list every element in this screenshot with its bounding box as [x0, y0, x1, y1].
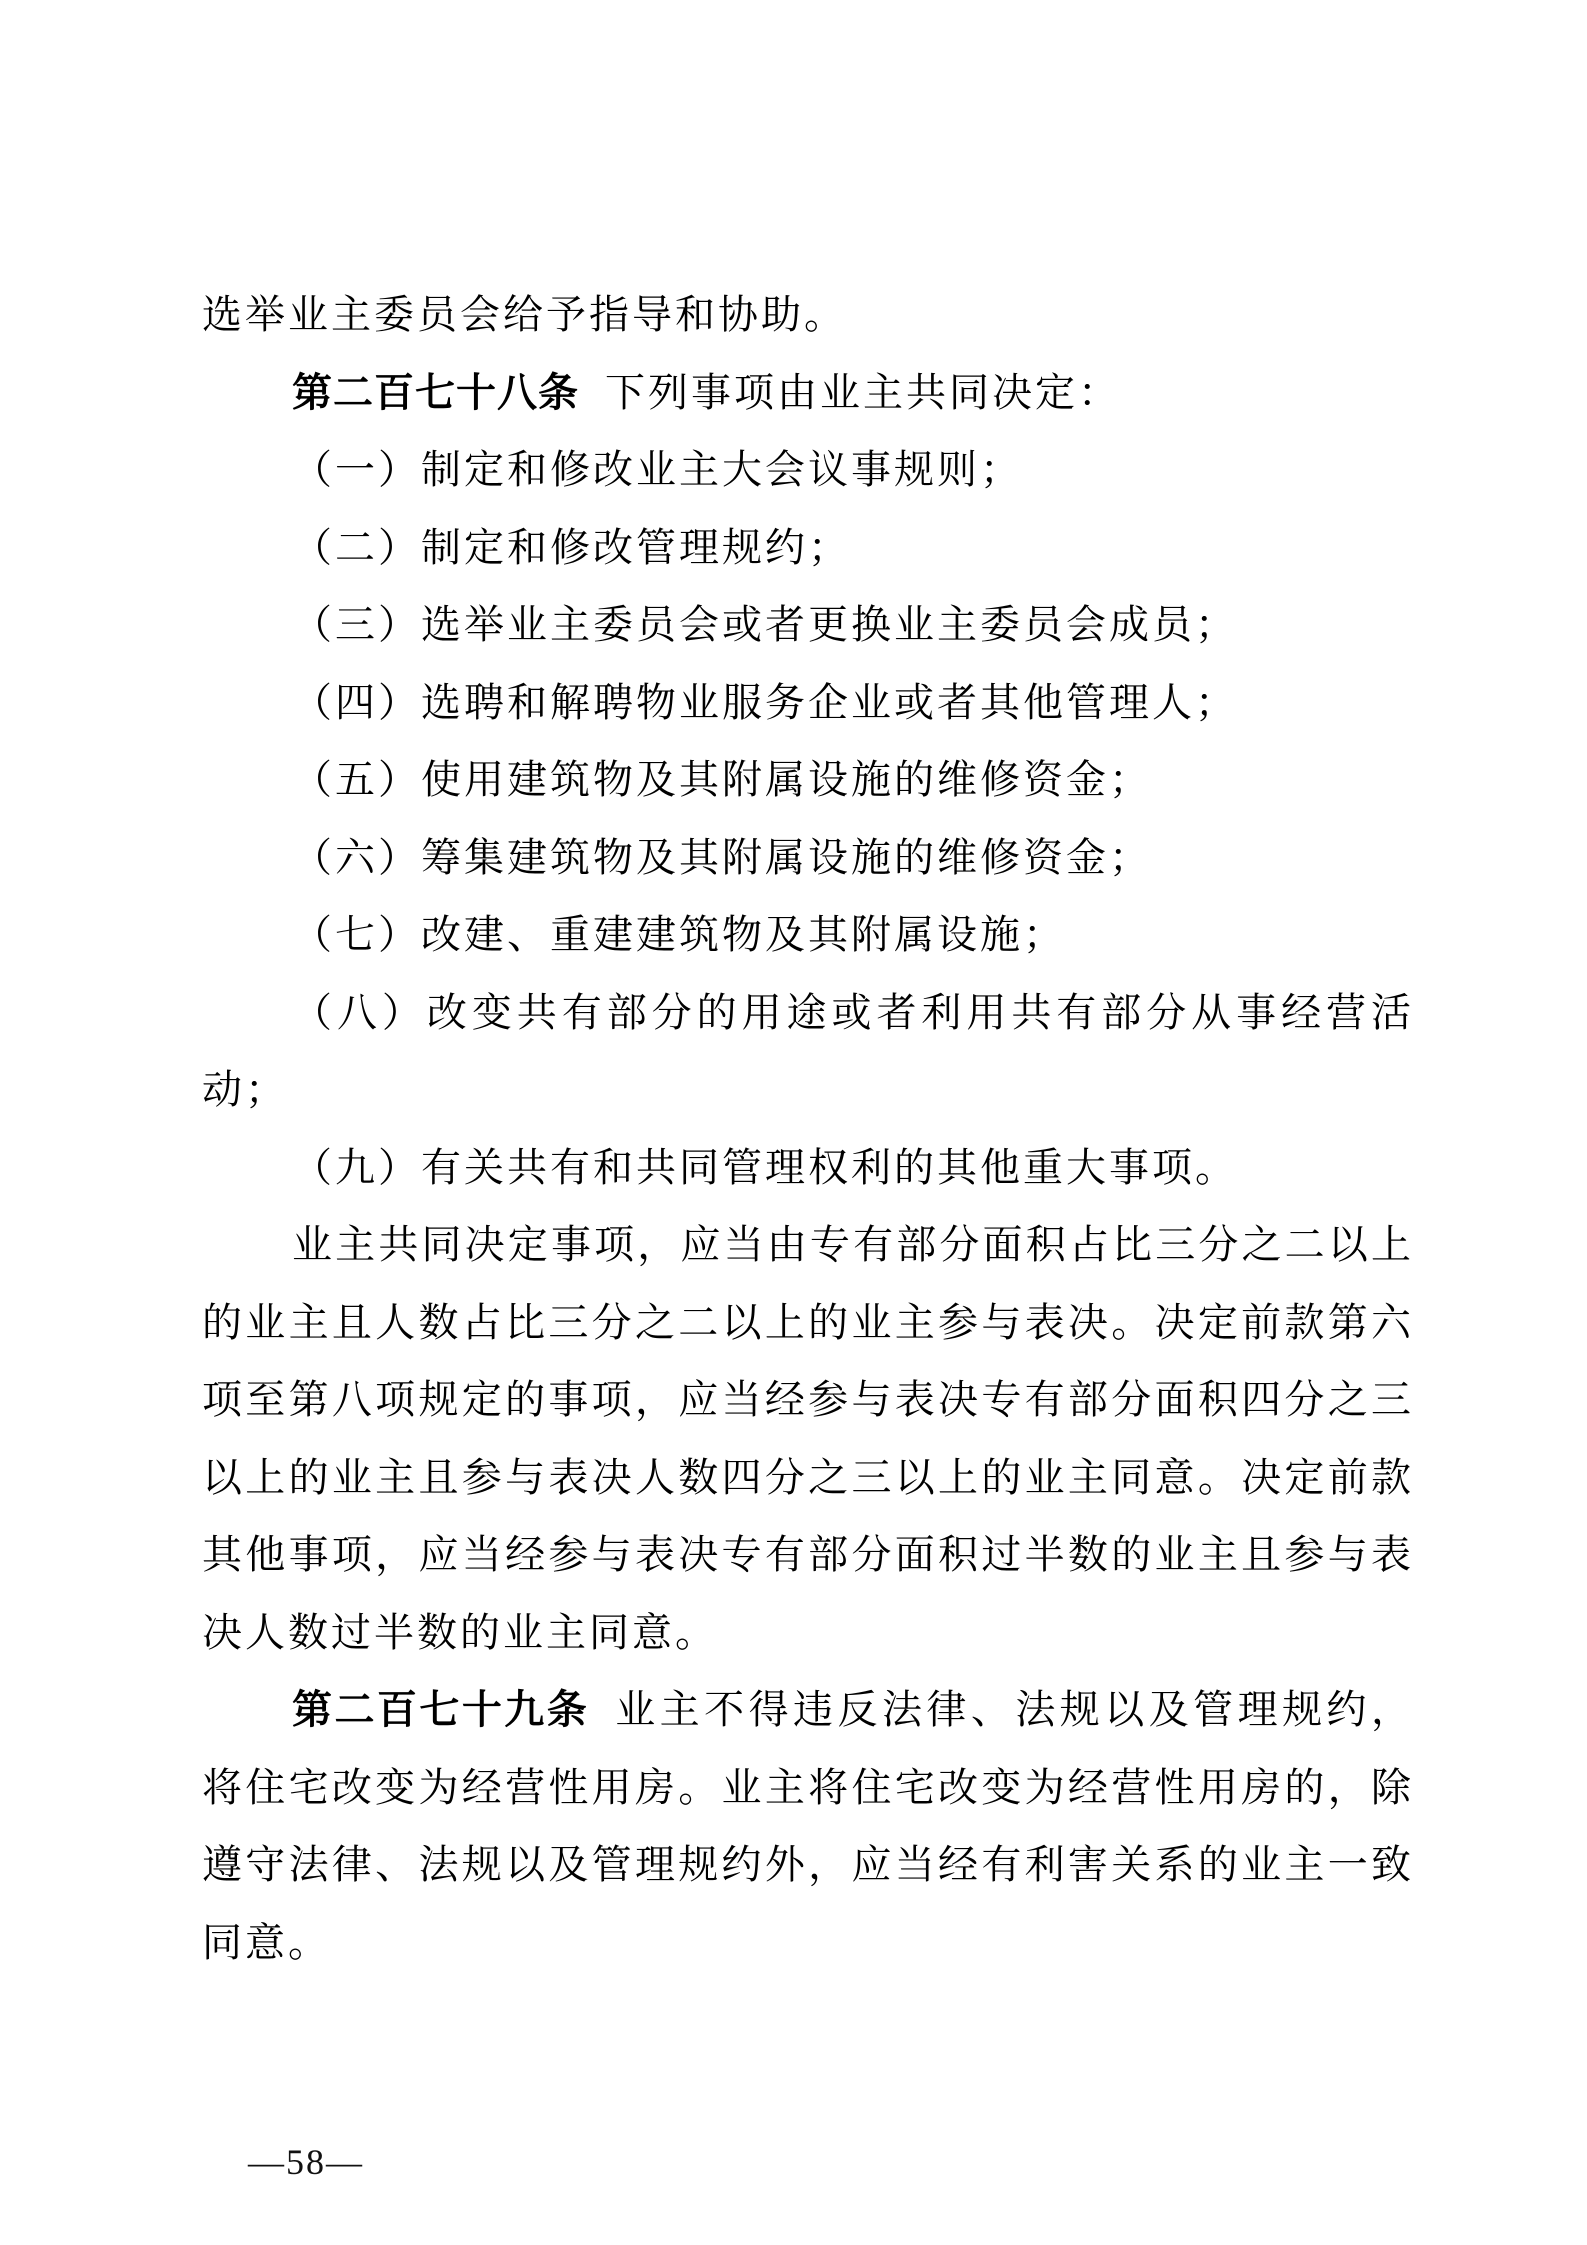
list-item-2: （二）制定和修改管理规约；: [292, 524, 851, 570]
voting-paragraph-line-2: 的业主且人数占比三分之二以上的业主参与表决。决定前款第六: [202, 1299, 1414, 1345]
article-279-line-3: 遵守法律、法规以及管理规约外，应当经有利害关系的业主一致: [202, 1842, 1414, 1887]
article-279-line-2: 将住宅改变为经营性用房。业主将住宅改变为经营性用房的，除: [202, 1764, 1414, 1810]
list-item-8-line-1: （八）改变共有部分的用途或者利用共有部分从事经营活: [292, 989, 1414, 1035]
article-278-heading-line: [202, 354, 1414, 432]
paragraph-continuation-line: 选举业主委员会给予指导和协助。: [202, 292, 847, 337]
voting-paragraph-line-5: 其他事项，应当经参与表决专有部分面积过半数的业主且参与表: [202, 1532, 1414, 1577]
list-item-3: （三）选举业主委员会或者更换业主委员会成员；: [292, 602, 1238, 647]
voting-paragraph-line-1: 业主共同决定事项，应当由专有部分面积占比三分之二以上: [292, 1222, 1414, 1267]
list-item-9: （九）有关共有和共同管理权利的其他重大事项。: [292, 1144, 1238, 1190]
voting-paragraph-line-3: 项至第八项规定的事项，应当经参与表决专有部分面积四分之三: [202, 1377, 1414, 1422]
list-item-5: （五）使用建筑物及其附属设施的维修资金；: [292, 757, 1152, 802]
article-279-intro-text: 业主不得违反法律、法规以及管理规约，: [615, 1687, 1414, 1732]
article-279-line-4: 同意。: [202, 1919, 331, 1965]
article-279-heading-line: [202, 1671, 1414, 1749]
article-279-number: 第二百七十九条: [292, 1688, 590, 1732]
list-item-8-line-2: 动；: [202, 1067, 288, 1112]
list-item-1: （一）制定和修改业主大会议事规则；: [292, 447, 1023, 492]
voting-paragraph-line-4: 以上的业主且参与表决人数四分之三以上的业主同意。决定前款: [202, 1454, 1414, 1500]
article-278-intro-text: 下列事项由业主共同决定：: [605, 369, 1121, 415]
list-item-4: （四）选聘和解聘物业服务企业或者其他管理人；: [292, 679, 1238, 725]
article-278-number: 第二百七十八条: [292, 370, 579, 415]
legal-text-block: [202, 276, 1414, 1981]
voting-paragraph-line-6: 决人数过半数的业主同意。: [202, 1609, 718, 1655]
list-item-7: （七）改建、重建建筑物及其附属设施；: [292, 912, 1066, 957]
page-number: —58—: [248, 2142, 364, 2182]
list-item-6: （六）筹集建筑物及其附属设施的维修资金；: [292, 834, 1152, 880]
